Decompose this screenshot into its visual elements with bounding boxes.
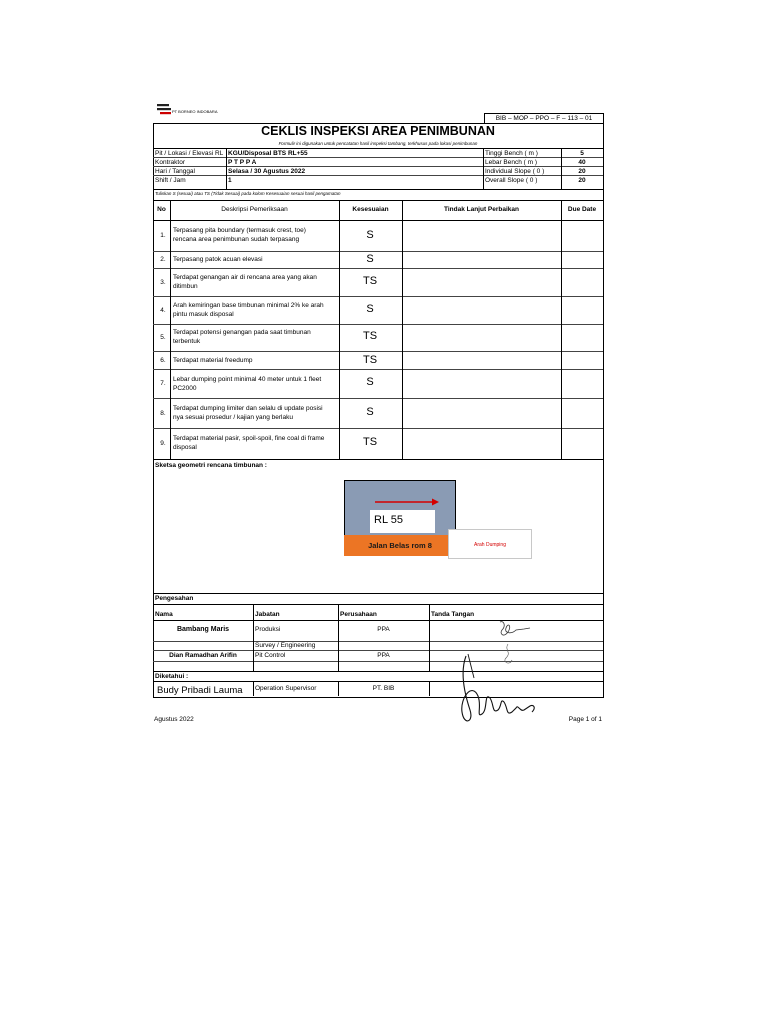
info-label-bench-height: Tinggi Bench ( m ) — [485, 150, 538, 157]
col-header-status: Kesesuaian — [352, 206, 389, 213]
info-value-overall-slope: 20 — [578, 177, 586, 184]
info-label-overall-slope: Overall Slope ( 0 ) — [485, 177, 538, 184]
info-value-bench-width: 40 — [578, 159, 586, 166]
info-value-pit: KGU/Disposal BTS RL+55 — [228, 150, 308, 157]
row-status: TS — [362, 330, 378, 342]
document-code: BIB – MOP – PPO – F – 113 – 01 — [484, 113, 604, 124]
row-status: S — [366, 253, 374, 265]
approval-col-position: Jabatan — [255, 611, 280, 618]
col-header-no: No — [157, 206, 166, 213]
row-description: Terdapat genangan air di rencana area yang akan ditimbun — [173, 274, 317, 290]
approval-label: Pengesahan — [155, 595, 194, 602]
row-status: S — [366, 303, 374, 315]
instruction-note: Tuliskan S (sesuai) atau TS (Tidak Sesuai) pada kolom Kesesuaian sesuai hasil pengamatan — [155, 191, 341, 196]
known-label: Diketahui : — [155, 673, 189, 680]
row-number: 6. — [160, 357, 166, 364]
row-description: Terdapat material pasir, spoil-spoil, fine coal di frame disposal — [173, 435, 325, 451]
approval-col-name: Nama — [155, 611, 173, 618]
footer-page: Page 1 of 1 — [568, 716, 602, 723]
sketch-label: Sketsa geometri rencana timbunan : — [155, 462, 267, 469]
row-status: S — [366, 229, 374, 241]
row-status: TS — [362, 275, 378, 287]
form-subtitle: Formulir ini digunakan untuk pencatatan hasil inspeksi tambang, terkhusus pada lokasi penimbunan — [278, 141, 478, 146]
approval-col-signature: Tanda Tangan — [431, 611, 475, 618]
col-header-due-date: Due Date — [567, 206, 597, 213]
row-number: 1. — [160, 232, 166, 239]
company-name: PT BORNEO INDOBARA — [172, 109, 218, 114]
signature-bambang — [494, 618, 534, 640]
info-label-pit: Pit / Lokasi / Elevasi RL — [155, 150, 224, 157]
info-label-contractor: Kontraktor — [155, 159, 185, 166]
approver-position: Produksi — [255, 626, 281, 633]
row-number: 3. — [160, 279, 166, 286]
info-label-bench-width: Lebar Bench ( m ) — [485, 159, 538, 166]
row-status: TS — [362, 436, 378, 448]
approver-company: PPA — [377, 652, 390, 659]
approver-position: Pit Control — [255, 652, 286, 659]
row-description: Terdapat material freedump — [173, 357, 253, 364]
row-number: 8. — [160, 410, 166, 417]
row-number: 7. — [160, 380, 166, 387]
info-value-bench-height: 5 — [580, 150, 584, 157]
info-value-date: Selasa / 30 Agustus 2022 — [228, 168, 306, 175]
form-title: CEKLIS INSPEKSI AREA PENIMBUNAN — [261, 124, 495, 138]
info-value-contractor: P T P P A — [228, 159, 257, 166]
row-status: S — [366, 406, 374, 418]
row-description: Arah kemiringan base timbunan minimal 2% ke arah pintu masuk disposal — [173, 302, 324, 318]
row-number: 2. — [160, 256, 166, 263]
footer-date: Agustus 2022 — [154, 716, 194, 723]
info-label-individual-slope: Individual Slope ( 0 ) — [485, 168, 545, 175]
info-label-shift: Shift / Jam — [155, 177, 186, 184]
info-value-individual-slope: 20 — [578, 168, 586, 175]
known-company: PT. BIB — [372, 685, 395, 692]
road-label-bar: Jalan Belas rom 8 — [344, 535, 456, 556]
row-status: TS — [362, 354, 378, 366]
rl-label: RL 55 — [370, 510, 435, 533]
known-position: Operation Supervisor — [255, 685, 317, 692]
info-value-shift: 1 — [228, 177, 232, 184]
dumping-arrow-icon — [374, 497, 440, 507]
row-description: Terpasang patok acuan elevasi — [173, 256, 263, 263]
info-label-date: Hari / Tanggal — [155, 168, 195, 175]
row-description: Terdapat dumping limiter dan selalu di update posisi nya sesuai prosedur / kajian yang berlaku — [173, 405, 323, 421]
row-number: 4. — [160, 307, 166, 314]
col-header-description: Deskripsi Pemeriksaan — [221, 206, 288, 213]
known-name: Budy Pribadi Lauma — [157, 685, 243, 696]
row-description: Terdapat potensi genangan pada saat timbunan terbentuk — [173, 329, 311, 345]
approver-position: Survey / Engineering — [255, 642, 316, 649]
row-description: Terpasang pita boundary (termasuk crest, toe) rencana area penimbunan sudah terpasang — [173, 227, 306, 243]
row-status: S — [366, 376, 374, 388]
approver-name: Bambang Maris — [176, 626, 230, 633]
row-number: 9. — [160, 440, 166, 447]
col-header-action: Tindak Lanjut Perbaikan — [443, 206, 519, 213]
arrow-legend: Arah Dumping — [448, 529, 532, 559]
approver-company: PPA — [377, 626, 390, 633]
approval-col-company: Perusahaan — [340, 611, 377, 618]
approver-name: Dian Ramadhan Arifin — [169, 652, 237, 659]
company-logo-mark — [157, 104, 171, 116]
row-description: Lebar dumping point minimal 40 meter untuk 1 fleet PC2000 — [173, 376, 322, 392]
row-number: 5. — [160, 334, 166, 341]
company-logo — [157, 104, 237, 118]
